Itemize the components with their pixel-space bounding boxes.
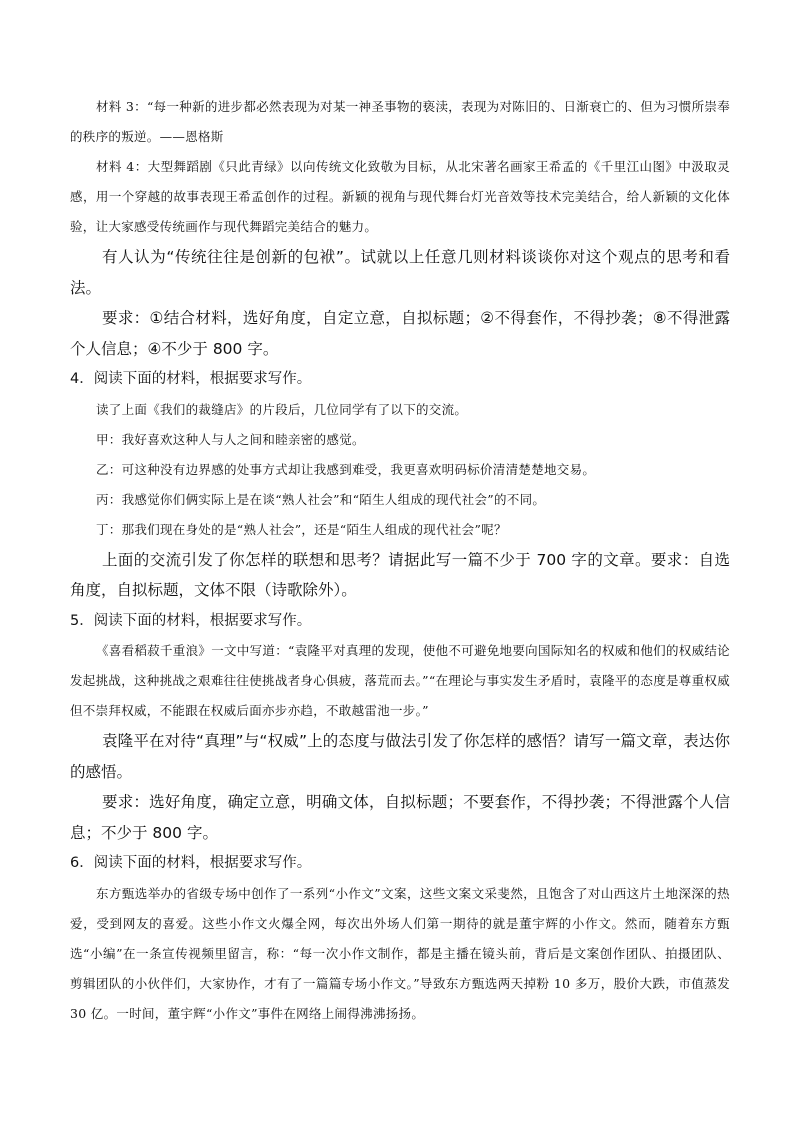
q4-dialogue-bing: 丙：我感觉你们俩实际上是在谈“熟人社会”和“陌生人组成的现代社会”的不同。 (96, 491, 546, 507)
q4-dialogue-ding: 丁：那我们现在身处的是“熟人社会”，还是“陌生人组成的现代社会”呢？ (96, 521, 507, 537)
material-3: 材料 3：“每一种新的进步都必然表现为对某一神圣事物的亵渎，表现为对陈旧的、日渐衰亡的、但为习惯所崇奉的秩序的叛逆。——恩格斯 (70, 99, 730, 144)
q5-material: 《喜看稻菽千重浪》一文中写道：“袁隆平对真理的发现，使他不可避免地要向国际知名的权威和他们的权威结论发起挑战，这种挑战之艰难往往使挑战者身心俱疲，落荒而去。”“在理论与事实发生矛盾时，袁隆平的态度是尊重权威但不崇拜权威，不能跟在权威后面亦步亦趋，不敢越雷池一步。” (70, 643, 730, 718)
prompt-4-task: 上面的交流引发了你怎样的联想和思考？请据此写一篇不少于 700 字的文章。要求：自选角度，自拟标题，文体不限（诗歌除外）。 (70, 550, 730, 599)
prompt-3-question: 有人认为“传统往往是创新的包袱”。试就以上任意几则材料谈谈你对这个观点的思考和看法。 (70, 248, 730, 297)
question-6-heading: 6．阅读下面的材料，根据要求写作。 (70, 855, 312, 871)
question-5-heading: 5．阅读下面的材料，根据要求写作。 (70, 612, 312, 629)
q6-material: 东方甄选举办的省级专场中创作了一系列“小作文”文案，这些文案文采斐然，且饱含了对山西这片土地深深的热爱，受到网友的喜爱。这些小作文火爆全网，每次出外场人们第一期待的就是董宇辉的小作文。然而，随着东方甄选“小编”在一条宣传视频里留言，称：“每一次小作文制作，都是主播在镜头前，背后是文案创作团队、拍摄团队、剪辑团队的小伙伴们，大家协作，才有了一篇篇专场小作文。”导致东方甄选两天掉粉 10 多万，股价大跌，市值蒸发 30 亿。一时间，董宇辉“小作文”事件在网络上闹得沸沸扬扬。 (70, 885, 730, 1021)
document-content (70, 92, 730, 1029)
prompt-5-task: 袁隆平在对待“真理”与“权威”上的态度与做法引发了你怎样的感悟？请写一篇文章，表达你的感悟。 (70, 732, 730, 781)
q4-dialogue-yi: 乙：可这种没有边界感的处事方式却让我感到难受，我更喜欢明码标价清清楚楚地交易。 (96, 461, 596, 477)
prompt-3-requirements: 要求：①结合材料，选好角度，自定立意，自拟标题；②不得套作，不得抄袭；⑧不得泄露个人信息；④不少于 800 字。 (70, 309, 730, 358)
q4-dialogue-jia: 甲：我好喜欢这种人与人之间和睦亲密的感觉。 (96, 431, 365, 447)
q4-material-intro: 读了上面《我们的裁缝店》的片段后，几位同学有了以下的交流。 (96, 401, 468, 417)
material-4: 材料 4：大型舞蹈剧《只此青绿》以向传统文化致敬为目标，从北宋著名画家王希孟的《千里江山图》中汲取灵感，用一个穿越的故事表现王希孟创作的过程。新颖的视角与现代舞台灯光音效等技术完美结合，给人新颖的文化体验，让大家感受传统画作与现代舞蹈完美结合的魅力。 (70, 159, 730, 234)
prompt-5-requirements: 要求：选好角度，确定立意，明确文体，自拟标题；不要套作，不得抄袭；不得泄露个人信息；不少于 800 字。 (70, 793, 730, 842)
question-4-heading: 4．阅读下面的材料，根据要求写作。 (70, 371, 312, 387)
